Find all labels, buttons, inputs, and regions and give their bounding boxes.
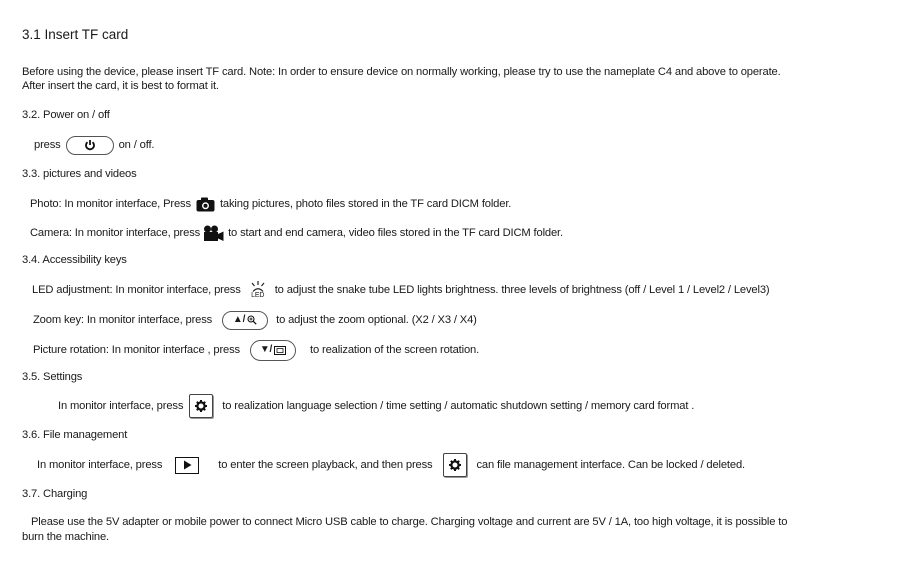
section-3-7-title: 3.7. Charging — [22, 488, 88, 500]
rotation-line — [33, 340, 479, 360]
camera-line — [30, 224, 563, 242]
gear-icon — [189, 394, 213, 418]
section-3-1-text-line1: Before using the device, please insert TF card. Note: In order to ensure device on normally working, please try to use the nameplate C4 and above to operate. — [22, 66, 781, 78]
led-post-text: to adjust the snake tube LED lights brightness. three levels of brightness (off / Level 1 / Level2 / Level3) — [274, 284, 770, 296]
section-3-4-title: 3.4. Accessibility keys — [22, 254, 127, 266]
settings-line — [58, 394, 694, 418]
file-management-line — [37, 453, 745, 477]
section-3-2-title: 3.2. Power on / off — [22, 109, 110, 121]
power-button-icon — [66, 136, 114, 155]
file-post-text: can file management interface. Can be locked / deleted. — [476, 459, 745, 471]
led-icon-label: LED — [251, 292, 265, 299]
rotate-screen-icon — [274, 346, 286, 355]
zoom-post-text: to adjust the zoom optional. (X2 / X3 / X4) — [276, 314, 477, 326]
zoom-key-icon — [222, 311, 268, 330]
led-light-icon — [246, 278, 270, 302]
file-pre-text: In monitor interface, press — [37, 459, 163, 471]
power-pre-text: press — [34, 139, 61, 151]
rotation-key-icon — [250, 340, 296, 361]
camera-pre-text: Camera: In monitor interface, press — [30, 227, 201, 239]
camera-post-text: to start and end camera, video files stored in the TF card DICM folder. — [228, 227, 563, 239]
led-pre-text: LED adjustment: In monitor interface, press — [32, 284, 241, 296]
photo-line — [30, 195, 511, 213]
section-3-3-title: 3.3. pictures and videos — [22, 168, 137, 180]
rotation-post-text: to realization of the screen rotation. — [310, 344, 480, 356]
settings-pre-text: In monitor interface, press — [58, 400, 184, 412]
zoom-line — [33, 311, 477, 329]
file-mid-text: to enter the screen playback, and then press — [218, 459, 433, 471]
photo-pre-text: Photo: In monitor interface, Press — [30, 198, 191, 210]
charging-text-line1: Please use the 5V adapter or mobile power to connect Micro USB cable to charge. Charging voltage and current are 5V / 1A, too high voltage, it is possible to — [31, 516, 788, 528]
power-post-text: on / off. — [118, 139, 155, 151]
camera-icon — [196, 197, 215, 212]
video-camera-icon — [203, 225, 224, 242]
section-3-5-title: 3.5. Settings — [22, 371, 83, 383]
rotation-key-label: ▼/ — [259, 344, 273, 355]
power-line — [34, 136, 154, 154]
section-3-1-text-line2: After insert the card, it is best to format it. — [22, 80, 219, 92]
zoom-pre-text: Zoom key: In monitor interface, press — [33, 314, 213, 326]
section-3-6-title: 3.6. File management — [22, 429, 128, 441]
play-icon — [175, 457, 199, 474]
gear-icon — [443, 453, 467, 477]
zoom-key-label: ▲/ — [232, 314, 246, 325]
magnifier-icon — [247, 315, 257, 325]
charging-text-line2: burn the machine. — [22, 531, 110, 543]
rotation-pre-text: Picture rotation: In monitor interface , press — [33, 344, 241, 356]
settings-post-text: to realization language selection / time setting / automatic shutdown setting / memory card format . — [222, 400, 695, 412]
section-3-1-title: 3.1 Insert TF card — [22, 27, 129, 42]
photo-post-text: taking pictures, photo files stored in the TF card DICM folder. — [219, 198, 512, 210]
led-line — [32, 278, 770, 302]
